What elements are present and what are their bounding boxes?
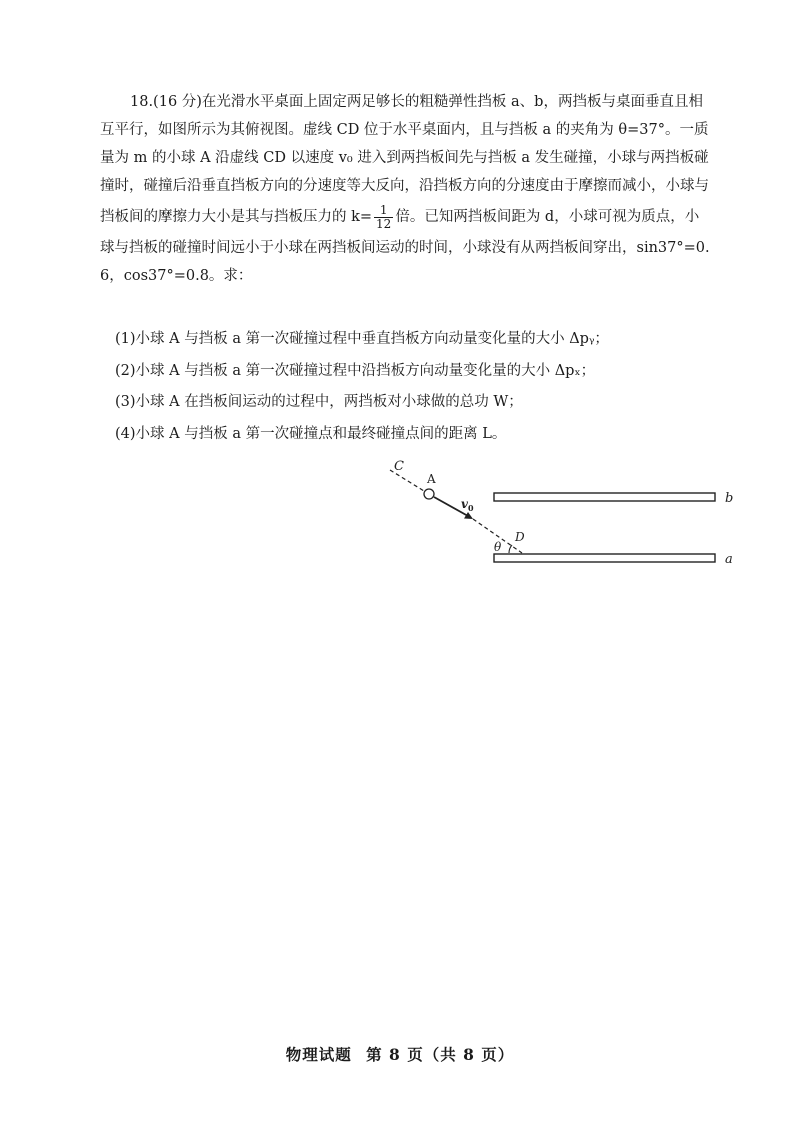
label-d: D bbox=[515, 530, 525, 544]
sub-questions bbox=[115, 324, 715, 450]
label-ball-a: A bbox=[427, 472, 436, 486]
label-theta: θ bbox=[494, 540, 502, 554]
problem-line-4: 撞时，碰撞后沿垂直挡板方向的分速度等大反向，沿挡板方向的分速度由于摩擦而减小，小球与 bbox=[100, 178, 709, 194]
label-plate-b: b bbox=[725, 491, 734, 506]
question-4: (4)小球 A 与挡板 a 第一次碰撞点和最终碰撞点间的距离 L。 bbox=[115, 425, 507, 442]
fraction-numerator: 1 bbox=[374, 204, 393, 218]
top-view-diagram bbox=[370, 455, 750, 585]
label-v0-sub: 0 bbox=[468, 503, 474, 513]
label-c: C bbox=[394, 459, 404, 474]
fraction-denominator: 12 bbox=[376, 216, 392, 231]
page-footer bbox=[0, 1043, 800, 1065]
footer-subject: 物理试题 bbox=[285, 1045, 352, 1064]
label-v0: v bbox=[461, 497, 468, 511]
problem-line-3: 量为 m 的小球 A 沿虚线 CD 以速度 v₀ 进入到两挡板间先与挡板 a 发生碰撞，小球与两挡板碰 bbox=[100, 150, 709, 166]
problem-line-5-post: 倍。已知两挡板间距为 d，小球可视为质点，小 bbox=[395, 209, 700, 225]
problem-statement bbox=[100, 88, 722, 290]
label-plate-a: a bbox=[725, 552, 733, 567]
problem-line-5-pre: 挡板间的摩擦力大小是其与挡板压力的 k= bbox=[100, 209, 373, 225]
problem-line-6: 球与挡板的碰撞时间远小于小球在两挡板间运动的时间，小球没有从两挡板间穿出，sin37°=0. bbox=[100, 240, 710, 256]
question-3: (3)小球 A 在挡板间运动的过程中，两挡板对小球做的总功 W； bbox=[115, 394, 523, 410]
ball-a bbox=[424, 489, 434, 499]
footer-page-number: 第 8 页（共 8 页） bbox=[366, 1045, 515, 1064]
question-1: (1)小球 A 与挡板 a 第一次碰撞过程中垂直挡板方向动量变化量的大小 Δpᵧ； bbox=[115, 331, 609, 347]
friction-coefficient-fraction bbox=[374, 204, 393, 231]
problem-line-7: 6，cos37°=0.8。求： bbox=[100, 268, 253, 284]
problem-line-5 bbox=[100, 200, 722, 234]
theta-angle-arc bbox=[509, 545, 512, 553]
plate-b bbox=[494, 493, 715, 501]
problem-line-1: 18.(16 分)在光滑水平桌面上固定两足够长的粗糙弹性挡板 a、b，两挡板与桌面垂直且相 bbox=[130, 94, 703, 110]
problem-line-2: 互平行，如图所示为其俯视图。虚线 CD 位于水平桌面内，且与挡板 a 的夹角为 θ=37°。一质 bbox=[100, 122, 709, 138]
question-2: (2)小球 A 与挡板 a 第一次碰撞过程中沿挡板方向动量变化量的大小 Δpₓ； bbox=[115, 362, 596, 379]
plate-a bbox=[494, 554, 715, 562]
